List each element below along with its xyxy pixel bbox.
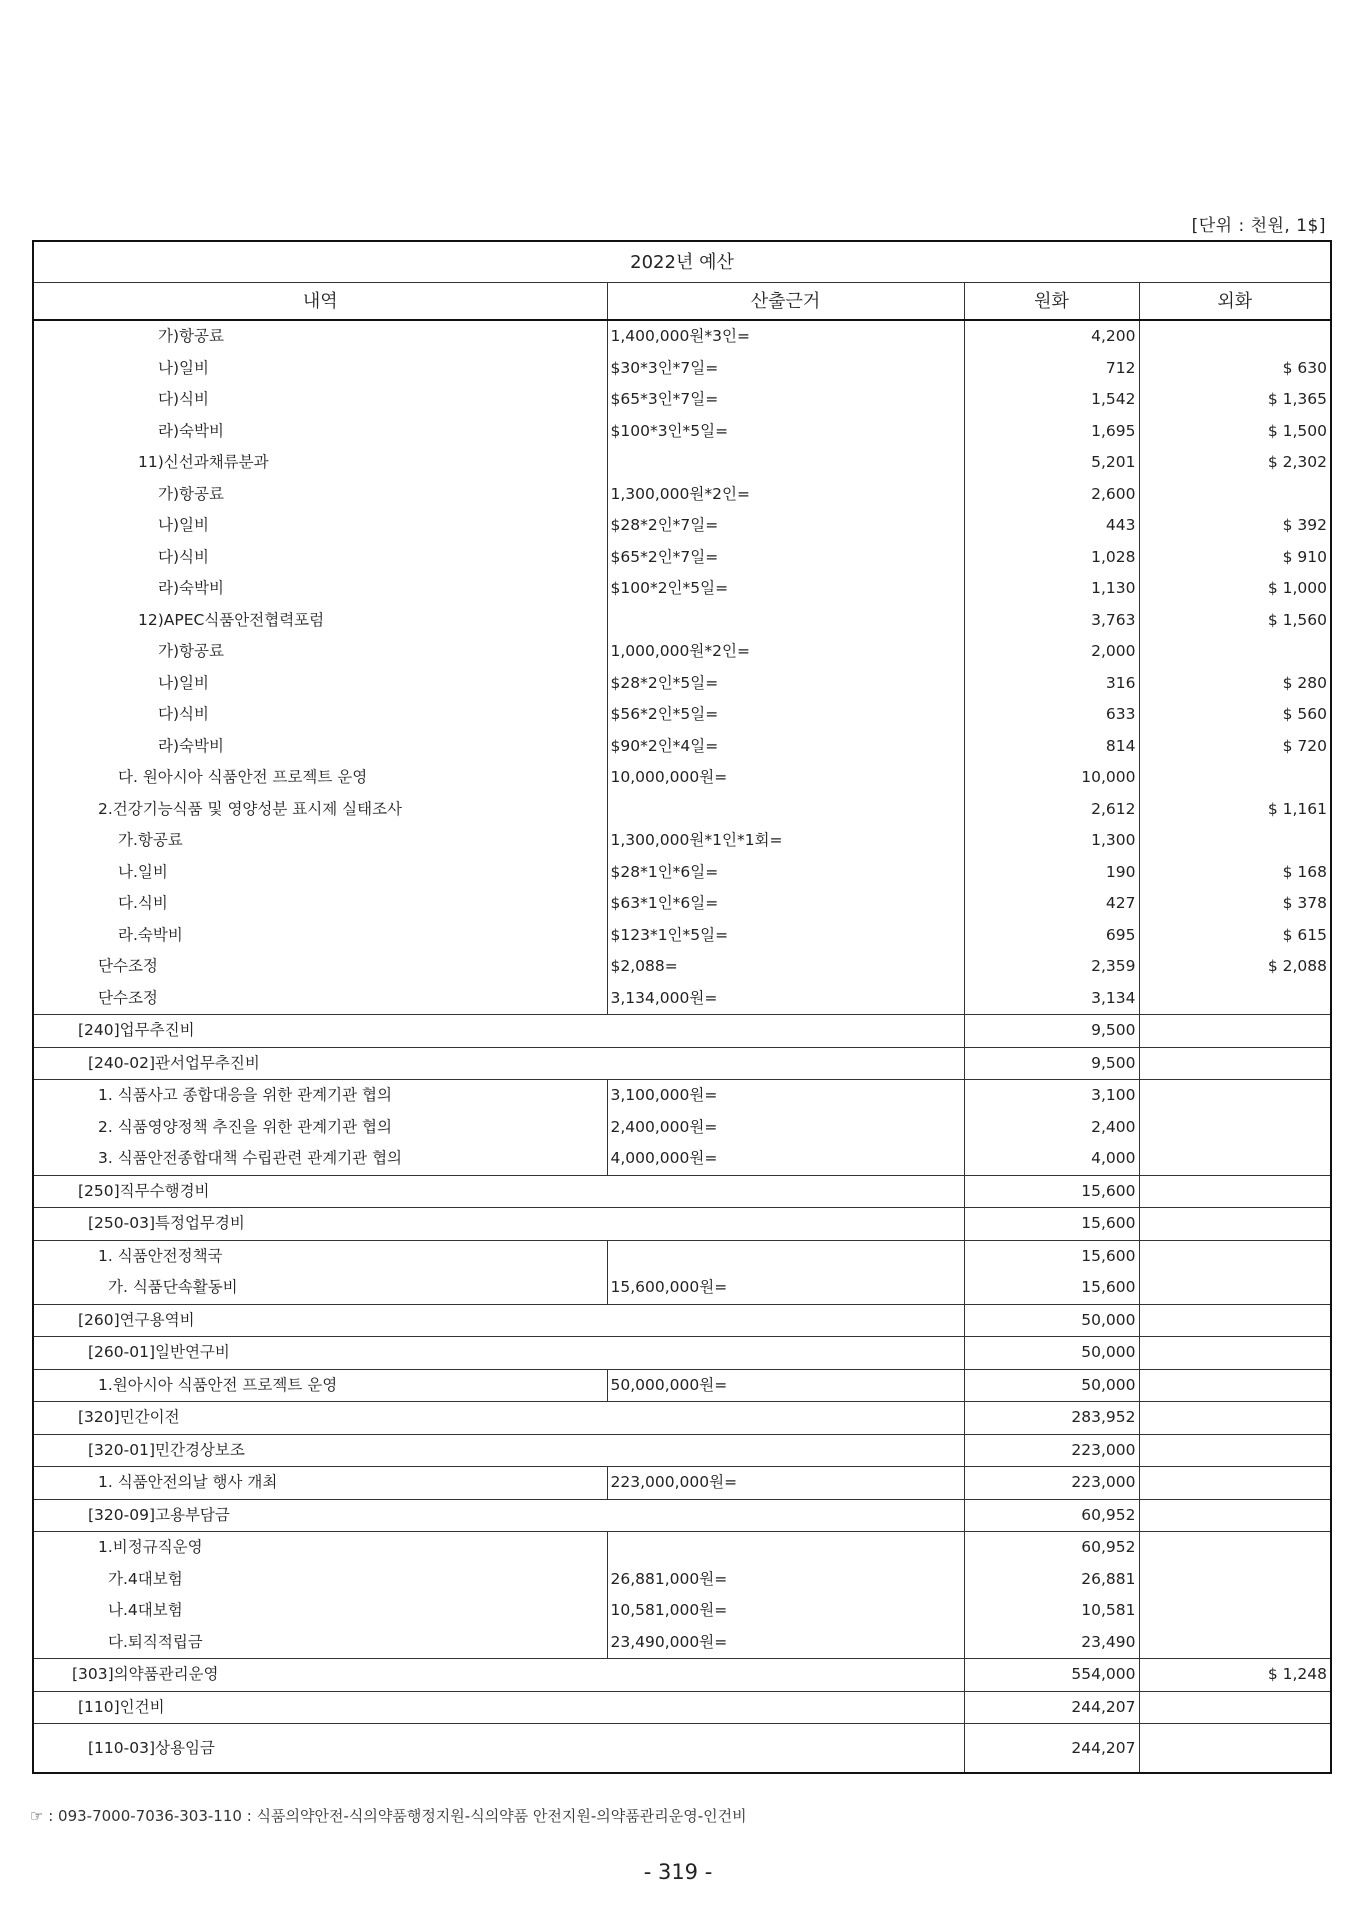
table-row bbox=[33, 762, 1331, 794]
row-item: 3. 식품안전종합대책 수립관련 관계기관 협의 bbox=[33, 1143, 607, 1175]
table-row bbox=[33, 1564, 1331, 1596]
row-usd bbox=[1139, 1272, 1331, 1304]
row-krw: 712 bbox=[964, 353, 1139, 385]
row-item: 라.숙박비 bbox=[33, 920, 607, 952]
table-row bbox=[33, 1112, 1331, 1144]
row-item: 가)항공료 bbox=[33, 320, 607, 353]
row-usd bbox=[1139, 1143, 1331, 1175]
row-item: 2.건강기능식품 및 영양성분 표시제 실태조사 bbox=[33, 794, 607, 826]
row-usd: $ 2,088 bbox=[1267, 957, 1328, 976]
row-krw: 50,000 bbox=[964, 1369, 1139, 1402]
table-row bbox=[33, 1337, 1331, 1370]
row-basis: $100*2인*5일= bbox=[607, 573, 964, 605]
row-item: [240]업무추진비 bbox=[33, 1015, 964, 1048]
header-basis: 산출근거 bbox=[607, 283, 964, 321]
row-krw: 2,000 bbox=[964, 636, 1139, 668]
row-basis: 1,000,000원*2인= bbox=[607, 636, 964, 668]
table-row bbox=[33, 1175, 1331, 1208]
row-item: 나)일비 bbox=[33, 353, 607, 385]
row-krw: 443 bbox=[964, 510, 1139, 542]
row-usd bbox=[1139, 1434, 1331, 1467]
row-item: 다.식비 bbox=[33, 888, 607, 920]
table-row bbox=[33, 1369, 1331, 1402]
row-item: [260]연구용역비 bbox=[33, 1304, 964, 1337]
unit-label: [단위 : 천원, 1$] bbox=[1191, 216, 1326, 236]
row-item: 다.퇴직적립금 bbox=[33, 1627, 607, 1659]
row-usd bbox=[1139, 1369, 1331, 1402]
table-row bbox=[33, 1532, 1331, 1564]
row-krw: 633 bbox=[964, 699, 1139, 731]
row-krw: 23,490 bbox=[964, 1627, 1139, 1659]
row-item: 1.비정규직운영 bbox=[33, 1532, 607, 1564]
row-basis: 1,300,000원*1인*1회= bbox=[607, 825, 964, 857]
row-usd bbox=[1139, 983, 1331, 1015]
table-row bbox=[33, 605, 1331, 637]
table-row bbox=[33, 920, 1331, 952]
row-usd bbox=[1139, 1691, 1331, 1724]
row-usd: $ 1,365 bbox=[1267, 390, 1328, 409]
row-krw: 15,600 bbox=[964, 1272, 1139, 1304]
row-item: 라)숙박비 bbox=[33, 416, 607, 448]
row-item: 12)APEC식품안전협력포럼 bbox=[33, 605, 607, 637]
row-krw: 190 bbox=[964, 857, 1139, 889]
table-body bbox=[33, 320, 1331, 1773]
row-item: 나)일비 bbox=[33, 510, 607, 542]
row-basis bbox=[607, 1240, 964, 1272]
table-row bbox=[33, 668, 1331, 700]
row-item: 1. 식품사고 종합대응을 위한 관계기관 협의 bbox=[33, 1080, 607, 1112]
row-basis: $28*2인*7일= bbox=[607, 510, 964, 542]
row-usd bbox=[1139, 1499, 1331, 1532]
row-krw: 26,881 bbox=[964, 1564, 1139, 1596]
row-krw: 1,300 bbox=[964, 825, 1139, 857]
row-item: [110-03]상용임금 bbox=[33, 1724, 964, 1774]
row-usd bbox=[1139, 320, 1331, 353]
table-title: 2022년 예산 bbox=[33, 241, 1331, 283]
table-row bbox=[33, 1724, 1331, 1774]
table-row bbox=[33, 951, 1331, 983]
row-item: 단수조정 bbox=[33, 951, 607, 983]
row-krw: 15,600 bbox=[964, 1175, 1139, 1208]
row-basis: $28*1인*6일= bbox=[607, 857, 964, 889]
row-krw: 2,359 bbox=[964, 951, 1139, 983]
row-basis: $2,088= bbox=[607, 951, 964, 983]
table-row bbox=[33, 1434, 1331, 1467]
budget-table bbox=[32, 240, 1332, 1774]
row-item: 나)일비 bbox=[33, 668, 607, 700]
row-basis: 26,881,000원= bbox=[607, 1564, 964, 1596]
row-usd: $ 392 bbox=[1282, 516, 1328, 535]
row-usd: $ 1,000 bbox=[1267, 579, 1328, 598]
row-item: 다. 원아시아 식품안전 프로젝트 운영 bbox=[33, 762, 607, 794]
row-basis: 50,000,000원= bbox=[607, 1369, 964, 1402]
row-basis: $90*2인*4일= bbox=[607, 731, 964, 763]
row-basis: 1,400,000원*3인= bbox=[607, 320, 964, 353]
row-krw: 15,600 bbox=[964, 1208, 1139, 1241]
table-row bbox=[33, 825, 1331, 857]
row-basis: 10,581,000원= bbox=[607, 1595, 964, 1627]
row-usd: $ 1,248 bbox=[1139, 1659, 1331, 1692]
row-krw: 3,134 bbox=[964, 983, 1139, 1015]
row-krw: 2,400 bbox=[964, 1112, 1139, 1144]
row-basis: $30*3인*7일= bbox=[607, 353, 964, 385]
row-usd bbox=[1139, 1047, 1331, 1080]
row-item: 다)식비 bbox=[33, 384, 607, 416]
row-item: 다)식비 bbox=[33, 542, 607, 574]
row-item: [250]직무수행경비 bbox=[33, 1175, 964, 1208]
table-row bbox=[33, 1015, 1331, 1048]
table-row bbox=[33, 1691, 1331, 1724]
row-basis: 4,000,000원= bbox=[607, 1143, 964, 1175]
row-basis: $56*2인*5일= bbox=[607, 699, 964, 731]
table-row bbox=[33, 794, 1331, 826]
table-row bbox=[33, 1402, 1331, 1435]
row-basis: 3,134,000원= bbox=[607, 983, 964, 1015]
table-row bbox=[33, 416, 1331, 448]
row-item: [320]민간이전 bbox=[33, 1402, 964, 1435]
row-item: 가.4대보험 bbox=[33, 1564, 607, 1596]
table-row bbox=[33, 542, 1331, 574]
table-row bbox=[33, 447, 1331, 479]
row-item: [303]의약품관리운영 bbox=[33, 1659, 964, 1692]
row-basis: 10,000,000원= bbox=[607, 762, 964, 794]
row-basis: 223,000,000원= bbox=[607, 1467, 964, 1500]
row-usd: $ 615 bbox=[1282, 925, 1328, 944]
row-item: [320-01]민간경상보조 bbox=[33, 1434, 964, 1467]
table-row bbox=[33, 479, 1331, 511]
row-basis: $123*1인*5일= bbox=[607, 920, 964, 952]
table-row bbox=[33, 731, 1331, 763]
table-row bbox=[33, 888, 1331, 920]
row-basis: 15,600,000원= bbox=[607, 1272, 964, 1304]
row-krw: 50,000 bbox=[964, 1337, 1139, 1370]
row-usd: $ 630 bbox=[1282, 358, 1328, 377]
row-basis: 1,300,000원*2인= bbox=[607, 479, 964, 511]
table-row bbox=[33, 1143, 1331, 1175]
footnote: ☞ : 093-7000-7036-303-110 : 식품의약안전-식의약품행정지원-식의약품 안전지원-의약품관리운영-인건비 bbox=[30, 1807, 747, 1825]
row-item: [250-03]특정업무경비 bbox=[33, 1208, 964, 1241]
page-number: - 319 - bbox=[643, 1860, 713, 1884]
row-usd bbox=[1139, 636, 1331, 668]
row-usd: $ 1,560 bbox=[1267, 610, 1328, 629]
row-item: 가.항공료 bbox=[33, 825, 607, 857]
row-usd bbox=[1139, 1595, 1331, 1627]
table-row bbox=[33, 1080, 1331, 1112]
row-usd bbox=[1139, 1208, 1331, 1241]
table-row bbox=[33, 1595, 1331, 1627]
table-row bbox=[33, 1047, 1331, 1080]
row-usd bbox=[1139, 1015, 1331, 1048]
row-krw: 1,695 bbox=[964, 416, 1139, 448]
row-usd bbox=[1139, 1112, 1331, 1144]
row-krw: 60,952 bbox=[964, 1532, 1139, 1564]
row-usd: $ 378 bbox=[1282, 894, 1328, 913]
row-krw: 5,201 bbox=[964, 447, 1139, 479]
row-basis: $28*2인*5일= bbox=[607, 668, 964, 700]
row-basis bbox=[607, 1532, 964, 1564]
row-usd bbox=[1139, 1564, 1331, 1596]
row-usd bbox=[1139, 1467, 1331, 1500]
row-usd: $ 720 bbox=[1282, 736, 1328, 755]
row-usd bbox=[1139, 1337, 1331, 1370]
row-basis bbox=[607, 605, 964, 637]
table-row bbox=[33, 1304, 1331, 1337]
row-usd bbox=[1139, 825, 1331, 857]
row-item: 단수조정 bbox=[33, 983, 607, 1015]
row-basis: 23,490,000원= bbox=[607, 1627, 964, 1659]
table-row bbox=[33, 1659, 1331, 1692]
row-basis: 3,100,000원= bbox=[607, 1080, 964, 1112]
row-item: 가)항공료 bbox=[33, 636, 607, 668]
row-basis: $63*1인*6일= bbox=[607, 888, 964, 920]
row-item: 다)식비 bbox=[33, 699, 607, 731]
row-krw: 814 bbox=[964, 731, 1139, 763]
row-usd bbox=[1139, 762, 1331, 794]
row-krw: 2,612 bbox=[964, 794, 1139, 826]
row-usd bbox=[1139, 1627, 1331, 1659]
table-row bbox=[33, 1467, 1331, 1500]
table-row bbox=[33, 1499, 1331, 1532]
row-usd: $ 1,161 bbox=[1267, 799, 1328, 818]
table-row bbox=[33, 1240, 1331, 1272]
table-row bbox=[33, 983, 1331, 1015]
row-krw: 4,000 bbox=[964, 1143, 1139, 1175]
row-item: 가)항공료 bbox=[33, 479, 607, 511]
row-usd bbox=[1139, 1080, 1331, 1112]
row-krw: 316 bbox=[964, 668, 1139, 700]
row-usd: $ 910 bbox=[1282, 547, 1328, 566]
row-basis bbox=[607, 794, 964, 826]
table-row bbox=[33, 1208, 1331, 1241]
row-item: 라)숙박비 bbox=[33, 731, 607, 763]
row-krw: 283,952 bbox=[964, 1402, 1139, 1435]
table-row bbox=[33, 353, 1331, 385]
row-usd bbox=[1139, 479, 1331, 511]
row-usd bbox=[1139, 1532, 1331, 1564]
row-usd: $ 280 bbox=[1282, 673, 1328, 692]
row-usd bbox=[1139, 1402, 1331, 1435]
row-item: 나.4대보험 bbox=[33, 1595, 607, 1627]
row-krw: 50,000 bbox=[964, 1304, 1139, 1337]
table-row bbox=[33, 573, 1331, 605]
table-row bbox=[33, 636, 1331, 668]
row-usd: $ 1,500 bbox=[1267, 421, 1328, 440]
table-row bbox=[33, 384, 1331, 416]
table-row bbox=[33, 699, 1331, 731]
row-krw: 1,130 bbox=[964, 573, 1139, 605]
row-usd bbox=[1139, 1304, 1331, 1337]
row-krw: 244,207 bbox=[964, 1691, 1139, 1724]
row-krw: 9,500 bbox=[964, 1047, 1139, 1080]
row-usd: $ 168 bbox=[1282, 862, 1328, 881]
row-krw: 427 bbox=[964, 888, 1139, 920]
row-krw: 60,952 bbox=[964, 1499, 1139, 1532]
table-row bbox=[33, 857, 1331, 889]
row-krw: 4,200 bbox=[964, 320, 1139, 353]
row-krw: 2,600 bbox=[964, 479, 1139, 511]
header-krw: 원화 bbox=[964, 283, 1139, 321]
table-row bbox=[33, 1272, 1331, 1304]
row-krw: 10,000 bbox=[964, 762, 1139, 794]
row-krw: 3,100 bbox=[964, 1080, 1139, 1112]
row-krw: 554,000 bbox=[964, 1659, 1139, 1692]
row-item: 1. 식품안전정책국 bbox=[33, 1240, 607, 1272]
row-item: [110]인건비 bbox=[33, 1691, 964, 1724]
row-krw: 9,500 bbox=[964, 1015, 1139, 1048]
table-row bbox=[33, 510, 1331, 542]
header-usd: 외화 bbox=[1139, 283, 1331, 321]
row-krw: 1,542 bbox=[964, 384, 1139, 416]
row-item: 가. 식품단속활동비 bbox=[33, 1272, 607, 1304]
row-item: 1.원아시아 식품안전 프로젝트 운영 bbox=[33, 1369, 607, 1402]
row-basis bbox=[607, 447, 964, 479]
row-item: [260-01]일반연구비 bbox=[33, 1337, 964, 1370]
row-krw: 1,028 bbox=[964, 542, 1139, 574]
row-item: [320-09]고용부담금 bbox=[33, 1499, 964, 1532]
row-usd: $ 560 bbox=[1282, 705, 1328, 724]
row-item: 라)숙박비 bbox=[33, 573, 607, 605]
row-krw: 10,581 bbox=[964, 1595, 1139, 1627]
row-krw: 15,600 bbox=[964, 1240, 1139, 1272]
row-item: [240-02]관서업무추진비 bbox=[33, 1047, 964, 1080]
row-usd: $ 2,302 bbox=[1267, 453, 1328, 472]
row-basis: 2,400,000원= bbox=[607, 1112, 964, 1144]
row-usd bbox=[1139, 1175, 1331, 1208]
row-item: 1. 식품안전의날 행사 개최 bbox=[33, 1467, 607, 1500]
row-basis: $100*3인*5일= bbox=[607, 416, 964, 448]
row-usd bbox=[1139, 1724, 1331, 1774]
header-item: 내역 bbox=[33, 283, 607, 321]
row-item: 나.일비 bbox=[33, 857, 607, 889]
row-item: 11)신선과채류분과 bbox=[33, 447, 607, 479]
row-krw: 695 bbox=[964, 920, 1139, 952]
row-krw: 244,207 bbox=[964, 1724, 1139, 1774]
row-item: 2. 식품영양정책 추진을 위한 관계기관 협의 bbox=[33, 1112, 607, 1144]
row-usd bbox=[1139, 1240, 1331, 1272]
row-basis: $65*2인*7일= bbox=[607, 542, 964, 574]
table-row bbox=[33, 320, 1331, 353]
row-basis: $65*3인*7일= bbox=[607, 384, 964, 416]
row-krw: 3,763 bbox=[964, 605, 1139, 637]
row-krw: 223,000 bbox=[964, 1434, 1139, 1467]
table-row bbox=[33, 1627, 1331, 1659]
row-krw: 223,000 bbox=[964, 1467, 1139, 1500]
